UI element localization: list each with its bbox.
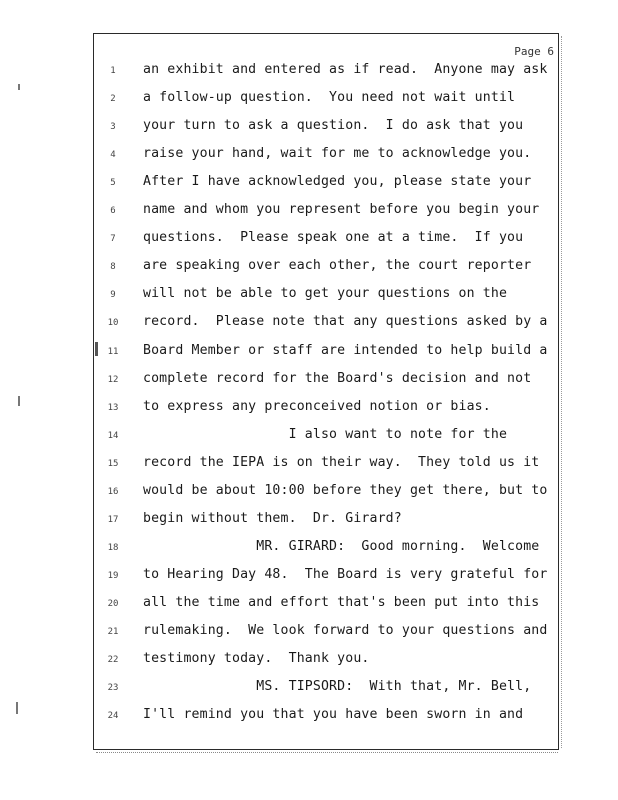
line-number: 10: [107, 318, 119, 329]
line-number: 22: [107, 655, 119, 666]
transcript-line: [93, 427, 559, 455]
line-text: I also want to note for the: [143, 426, 508, 442]
transcript-line: [93, 623, 559, 651]
line-text: rulemaking. We look forward to your questions and: [143, 623, 548, 638]
line-text: are speaking over each other, the court reporter: [143, 258, 532, 274]
line-number: 11: [107, 346, 119, 357]
line-text: questions. Please speak one at a time. If you: [143, 230, 524, 246]
line-text: MS. TIPSORD: With that, Mr. Bell,: [143, 679, 532, 695]
transcript-line: [93, 90, 559, 118]
line-text: record. Please note that any questions asked by a: [143, 314, 548, 330]
line-text: After I have acknowledged you, please state your: [143, 174, 532, 190]
transcript-line: [93, 371, 559, 399]
transcript-line: [93, 62, 559, 90]
line-text: all the time and effort that's been put into this: [143, 594, 540, 610]
line-number: 5: [110, 178, 116, 189]
transcript-line: [93, 174, 559, 202]
line-number: 14: [107, 430, 119, 441]
line-number: 12: [107, 374, 119, 385]
line-number: 24: [107, 711, 119, 722]
line-number: 4: [110, 150, 116, 161]
line-number: 19: [107, 570, 119, 581]
line-text: complete record for the Board's decision and not: [143, 370, 532, 386]
line-text: will not be able to get your questions on the: [143, 286, 508, 302]
line-number: 2: [110, 94, 116, 105]
line-text: would be about 10:00 before they get there, but to: [143, 482, 548, 498]
line-text: begin without them. Dr. Girard?: [143, 510, 402, 526]
line-number: 15: [107, 458, 119, 469]
page-number-header: Page 6: [514, 45, 554, 58]
line-text: an exhibit and entered as if read. Anyone may ask: [143, 62, 548, 77]
left-margin-mark: [18, 396, 20, 406]
line-number: 18: [107, 542, 119, 553]
transcript-line: [93, 118, 559, 146]
line-text: testimony today. Thank you.: [143, 651, 370, 667]
transcript-line: [93, 202, 559, 230]
line-text: a follow-up question. You need not wait until: [143, 90, 516, 106]
transcript-line: [93, 567, 559, 595]
transcript-line: [93, 455, 559, 483]
line-text: to express any preconceived notion or bias.: [143, 398, 491, 414]
transcript-line: [93, 314, 559, 342]
transcript-line: [93, 483, 559, 511]
transcript-line: [93, 146, 559, 174]
transcript-line: [93, 511, 559, 539]
transcript-line: [93, 343, 559, 371]
transcript-line: [93, 679, 559, 707]
line-text: name and whom you represent before you begin your: [143, 202, 540, 218]
line-number: 3: [110, 122, 116, 133]
right-margin-dots: [561, 36, 564, 748]
line-number: 21: [107, 627, 119, 637]
bottom-margin-dots: [96, 752, 558, 755]
line-text: raise your hand, wait for me to acknowledge you.: [143, 146, 532, 162]
line-number: 16: [107, 486, 119, 497]
line-number: 1: [110, 66, 116, 76]
transcript-line: [93, 399, 559, 427]
transcript-line: [93, 258, 559, 286]
line-number: 8: [110, 262, 116, 273]
line-number: 7: [110, 234, 116, 245]
line-text: your turn to ask a question. I do ask that you: [143, 118, 524, 134]
line-number: 23: [107, 683, 119, 694]
transcript-line: [93, 539, 559, 567]
transcript-line: [93, 286, 559, 314]
line-number: 17: [107, 514, 119, 525]
transcript-line: [93, 707, 559, 735]
line-text: record the IEPA is on their way. They told us it: [143, 454, 540, 470]
line-text: I'll remind you that you have been sworn in and: [143, 707, 524, 723]
left-margin-mark: [18, 84, 20, 90]
line-number: 6: [110, 206, 116, 217]
line-text: MR. GIRARD: Good morning. Welcome: [143, 538, 540, 554]
left-margin-mark: [16, 702, 18, 714]
line-number: 13: [107, 402, 119, 413]
line-text: Board Member or staff are intended to help build a: [143, 342, 548, 358]
transcript-line: [93, 651, 559, 679]
line-number: 20: [107, 598, 119, 609]
line-text: to Hearing Day 48. The Board is very grateful for: [143, 566, 548, 582]
transcript-line: [93, 595, 559, 623]
line-number: 9: [110, 290, 116, 301]
transcript-line: [93, 230, 559, 258]
